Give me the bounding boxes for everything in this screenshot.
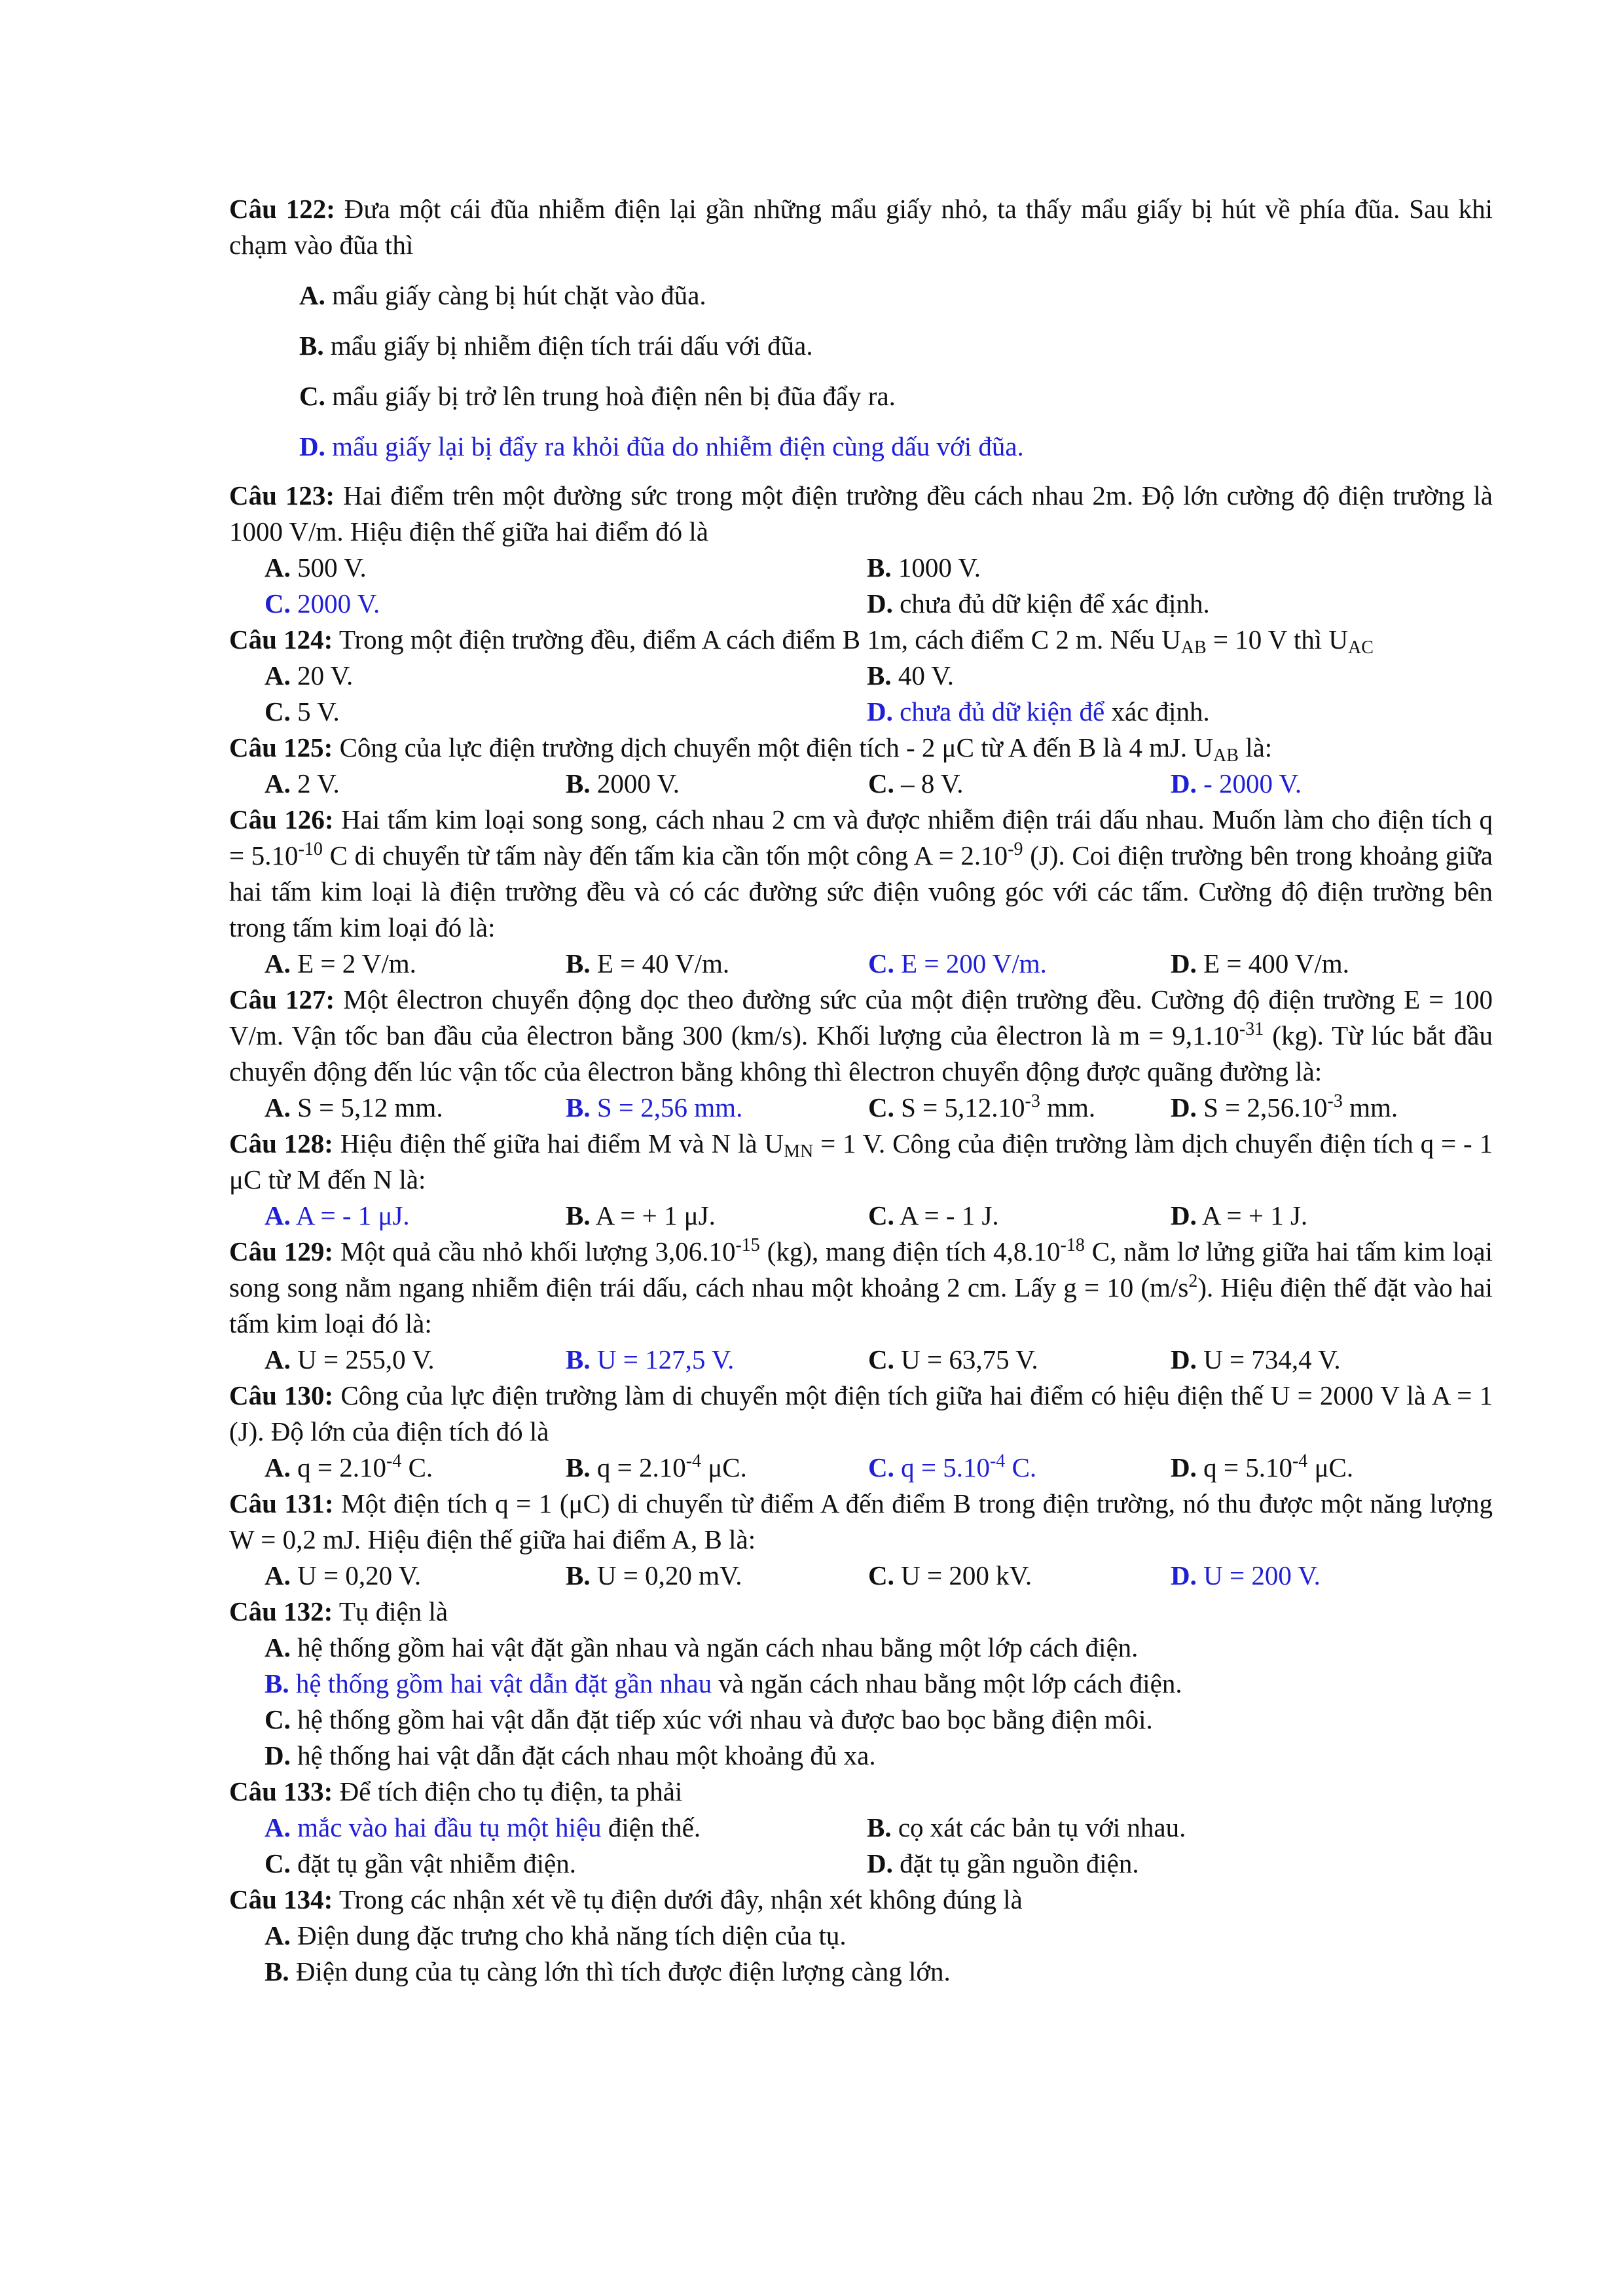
question-label: Câu 129: [229, 1236, 333, 1266]
question-124: Câu 124: Trong một điện trường đều, điểm A cách điểm B 1m, cách điểm C 2 m. Nếu $U_{AB} = 10$ V thì $U_{AC}$ A. 20 V. B. 40 V. C. 5 V. D. chưa đủ dữ kiện để xác định. [229, 622, 1493, 730]
option-a: A. U = 0,20 V. [264, 1560, 422, 1590]
option-c: C. A = - 1 J. [868, 1200, 999, 1230]
option-b-answer: B. S = 2,56 mm. [566, 1092, 743, 1122]
option-c: C. hệ thống gồm hai vật dẫn đặt tiếp xúc với nhau và được bao bọc bằng điện môi. [264, 1704, 1153, 1734]
option-c: C. 5 V. [264, 696, 340, 726]
option-d-answer: D. - 2000 V. [1171, 768, 1302, 798]
question-129: Câu 129: Một quả cầu nhỏ khối lượng $3,06.10^{-15}$ (kg), mang điện tích $4,8.10^{-18}$ C, nằm lơ lửng giữa hai tấm kim loại song song nằm ngang nhiễm điện trái dấu, cách nhau một khoảng 2 cm. Lấy g = 10 $(m/s^2)$. Hiệu điện thế đặt vào hai tấm kim loại đó là: A. U = 255,0 V. B. U = 127,5 V. C. U = 63,75 V. D. U = 734,4 V. [229, 1234, 1493, 1378]
question-134 [229, 1882, 1493, 1990]
options [229, 550, 1493, 622]
options [229, 278, 1493, 465]
question-131 [229, 1486, 1493, 1594]
question-label: Câu 124: [229, 624, 333, 655]
option-a: A. S = 5,12 mm. [264, 1092, 443, 1122]
question-label: Câu 131: [229, 1488, 334, 1518]
question-128: Câu 128: Hiệu điện thế giữa hai điểm M và N là $U_{MN} = 1$ V. Công của điện trường làm dịch chuyển điện tích q = - 1 μC từ M đến N là: A. A = - 1 μJ. B. A = + 1 μJ. C. A = - 1 J. D. A = + 1 J. [229, 1126, 1493, 1234]
option-d: D. A = + 1 J. [1171, 1200, 1308, 1230]
question-label: Câu 130: [229, 1380, 334, 1410]
option-d: D. $S = 2,56.10^{-3}$ mm. [1171, 1091, 1398, 1122]
question-132 [229, 1594, 1493, 1774]
option-b: B. A = + 1 μJ. [566, 1200, 716, 1230]
option-d: D. E = 400 V/m. [1171, 948, 1349, 978]
options [229, 946, 1493, 982]
option-d: D. chưa đủ dữ kiện để xác định. [867, 588, 1210, 619]
option-b: B. E = 40 V/m. [566, 948, 730, 978]
options [229, 1198, 1493, 1234]
question-133 [229, 1774, 1493, 1882]
options [229, 1630, 1493, 1774]
option-d-answer: D. U = 200 V. [1171, 1560, 1321, 1590]
option-b: B. U = 0,20 mV. [566, 1560, 742, 1590]
option-a: A. mẩu giấy càng bị hút chặt vào đũa. [299, 280, 706, 310]
option-c: C. U = 63,75 V. [868, 1344, 1038, 1374]
question-label: Câu 134: [229, 1884, 333, 1914]
question-label: Câu 133: [229, 1776, 333, 1806]
option-a-answer: A. mắc vào hai đầu tụ một hiệu điện thế. [264, 1812, 701, 1842]
option-b-answer: B. hệ thống gồm hai vật dẫn đặt gần nhau và ngăn cách nhau bằng một lớp cách điện. [264, 1668, 1182, 1698]
question-127: Câu 127: Một êlectron chuyển động dọc theo đường sức của một điện trường đều. Cường độ điện trường E = 100 V/m. Vận tốc ban đầu của êlectron bằng 300 (km/s). Khối lượng của êlectron là $m = 9,1.10^{-31}$ (kg). Từ lúc bắt đầu chuyển động đến lúc vận tốc của êlectron bằng không thì êlectron chuyển động được quãng đường là: A. S = 5,12 mm. B. S = 2,56 mm. C. $S = 5,12.10^{-3}$ mm. D. $S = 2,56.10^{-3}$ mm. [229, 982, 1493, 1126]
options [229, 1450, 1493, 1486]
option-b: B. $q = 2.10^{-4}$ μC. [566, 1451, 747, 1482]
options [229, 1810, 1493, 1882]
question-label: Câu 125: [229, 732, 333, 762]
question-label: Câu 126: [229, 804, 334, 834]
option-b: B. 40 V. [867, 660, 954, 691]
question-label: Câu 122: [229, 194, 335, 224]
option-d-answer: D. chưa đủ dữ kiện để xác định. [867, 696, 1210, 726]
option-c-answer: C. E = 200 V/m. [868, 948, 1047, 978]
option-a: A. hệ thống gồm hai vật đặt gần nhau và ngăn cách nhau bằng một lớp cách điện. [264, 1632, 1139, 1662]
options [229, 1558, 1493, 1594]
question-130 [229, 1378, 1493, 1486]
option-a: A. U = 255,0 V. [264, 1344, 435, 1374]
question-stem: Công của lực điện trường làm di chuyển một điện tích giữa hai điểm có hiệu điện thế U = 2000 V là A = 1 (J). Độ lớn của điện tích đó là [229, 1380, 1493, 1446]
options [229, 766, 1493, 802]
options [229, 1918, 1493, 1990]
question-stem: Đưa một cái đũa nhiễm điện lại gần những mẩu giấy nhỏ, ta thấy mẩu giấy bị hút về phía đũa. Sau khi chạm vào đũa thì [229, 194, 1493, 260]
options [229, 658, 1493, 730]
option-c-answer: C. $q = 5.10^{-4}$ C. [868, 1451, 1037, 1482]
options [229, 1342, 1493, 1378]
option-a: A. 500 V. [264, 552, 367, 583]
option-a: A. Điện dung đặc trưng cho khả năng tích diện của tụ. [264, 1920, 847, 1950]
option-a: A. $q = 2.10^{-4}$ C. [264, 1451, 433, 1482]
option-b: B. Điện dung của tụ càng lớn thì tích được điện lượng càng lớn. [264, 1956, 951, 1986]
question-126: Câu 126: Hai tấm kim loại song song, cách nhau 2 cm và được nhiễm điện trái dấu nhau. Muốn làm cho điện tích $q = 5.10^{-10}$ C di chuyển từ tấm này đến tấm kia cần tốn một công $A = 2.10^{-9}$ (J). Coi điện trường bên trong khoảng giữa hai tấm kim loại là điện trường đều và có các đường sức điện vuông góc với các tấm. Cường độ điện trường bên trong tấm kim loại đó là: A. E = 2 V/m. B. E = 40 V/m. C. E = 200 V/m. D. E = 400 V/m. [229, 802, 1493, 982]
option-d: D. $q = 5.10^{-4}$ μC. [1171, 1451, 1354, 1482]
question-stem: Hai điểm trên một đường sức trong một điện trường đều cách nhau 2m. Độ lớn cường độ điện trường là 1000 V/m. Hiệu điện thế giữa hai điểm đó là [229, 480, 1493, 547]
option-b-answer: B. U = 127,5 V. [566, 1344, 735, 1374]
option-d: D. U = 734,4 V. [1171, 1344, 1341, 1374]
question-label: Câu 128: [229, 1128, 333, 1158]
option-a-answer: A. A = - 1 μJ. [264, 1200, 410, 1230]
option-c: C. mẩu giấy bị trở lên trung hoà điện nên bị đũa đẩy ra. [299, 381, 896, 411]
option-b: B. 2000 V. [566, 768, 680, 798]
question-label: Câu 123: [229, 480, 335, 511]
option-d: D. hệ thống hai vật dẫn đặt cách nhau một khoảng đủ xa. [264, 1740, 876, 1770]
question-label: Câu 127: [229, 984, 335, 1014]
question-label: Câu 132: [229, 1596, 333, 1626]
question-125: Câu 125: Công của lực điện trường dịch chuyển một điện tích - 2 μC từ A đến B là 4 mJ. $U_{AB}$ là: A. 2 V. B. 2000 V. C. – 8 V. D. - 2000 V. [229, 730, 1493, 802]
question-123 [229, 478, 1493, 622]
option-c: C. đặt tụ gần vật nhiễm điện. [264, 1848, 576, 1878]
option-b: B. mẩu giấy bị nhiễm điện tích trái dấu với đũa. [299, 331, 813, 361]
document-page [229, 191, 1493, 1990]
question-stem: Một điện tích q = 1 (μC) di chuyển từ điểm A đến điểm B trong điện trường, nó thu được một năng lượng W = 0,2 mJ. Hiệu điện thế giữa hai điểm A, B là: [229, 1488, 1493, 1554]
option-d: D. đặt tụ gần nguồn điện. [867, 1848, 1139, 1878]
question-stem: Trong các nhận xét về tụ điện dưới đây, nhận xét không đúng là [333, 1884, 1023, 1914]
option-c: C. $S = 5,12.10^{-3}$ mm. [868, 1091, 1096, 1122]
option-a: A. E = 2 V/m. [264, 948, 416, 978]
option-c: C. U = 200 kV. [868, 1560, 1032, 1590]
option-d-answer: D. mẩu giấy lại bị đẩy ra khỏi đũa do nhiễm điện cùng dấu với đũa. [299, 431, 1024, 461]
option-a: A. 20 V. [264, 660, 354, 691]
option-a: A. 2 V. [264, 768, 340, 798]
question-stem: Để tích điện cho tụ điện, ta phải [333, 1776, 683, 1806]
option-b: B. cọ xát các bản tụ với nhau. [867, 1812, 1186, 1842]
option-b: B. 1000 V. [867, 552, 981, 583]
question-stem: Tụ điện là [333, 1596, 448, 1626]
options [229, 1090, 1493, 1126]
option-c-answer: C. 2000 V. [264, 588, 380, 619]
question-122 [229, 191, 1493, 465]
option-c: C. – 8 V. [868, 768, 964, 798]
